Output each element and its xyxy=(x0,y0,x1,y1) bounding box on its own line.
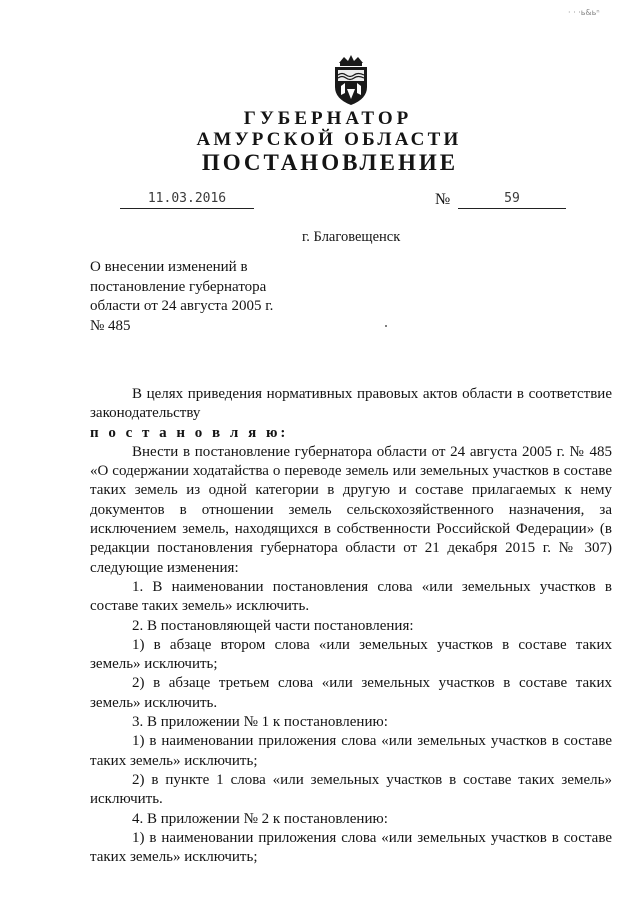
subject-block xyxy=(90,258,300,336)
document-body xyxy=(90,385,612,867)
list-item: 1. В наименовании постановления слова «или земельных участков в составе таких земель» исключить. xyxy=(90,578,612,615)
list-item: 1) в абзаце втором слова «или земельных участков в составе таких земель» исключить; xyxy=(90,636,612,673)
header-governor: ГУБЕРНАТОР xyxy=(243,108,413,129)
list-item: 2. В постановляющей части постановления: xyxy=(132,617,414,634)
preamble-line: В целях приведения нормативных правовых актов области в соответствие xyxy=(132,386,612,402)
list-item: 2) в абзаце третьем слова «или земельных участков в составе таких земель» исключить. xyxy=(90,675,612,711)
list-item: 2) в пункте 1 слова «или земельных участков в составе таких земель» исключить. xyxy=(90,771,612,808)
preamble-line: законодательству xyxy=(90,405,201,422)
list-item: 1) в наименовании приложения слова «или земельных участков в составе таких земель» исключить; xyxy=(90,829,612,866)
speck xyxy=(385,325,387,327)
list-item: 1) в наименовании приложения слова «или земельных участков в составе таких земель» исключить; xyxy=(90,733,612,769)
subject-line: № 485 xyxy=(90,317,131,334)
subject-line: области от 24 августа 2005 г. xyxy=(90,298,274,314)
subject-line: постановление губернатора xyxy=(90,278,267,295)
document-date: 11.03.2016 xyxy=(120,190,254,209)
coat-of-arms-icon xyxy=(330,53,372,107)
decree-word: п о с т а н о в л я ю: xyxy=(90,424,289,441)
list-item: 3. В приложении № 1 к постановлению: xyxy=(132,714,388,731)
number-sign: № xyxy=(435,191,451,208)
list-item: 4. В приложении № 2 к постановлению: xyxy=(132,810,388,827)
subject-line: О внесении изменений в xyxy=(90,259,248,275)
document-title: ПОСТАНОВЛЕНИЕ xyxy=(201,150,459,175)
city: г. Благовещенск xyxy=(302,229,401,245)
header-region: АМУРСКОЙ ОБЛАСТИ xyxy=(196,129,462,150)
main-paragraph: Внести в постановление губернатора области от 24 августа 2005 г. № 485 «О содержании ходатайства о переводе земель или земельных участков в составе таких земель из одной категории в другую и составе прилагаемых к нему документов в отношении земель сельскохозяйственного назначения, за исключением земель, находящихся в собственности Российской Федерации» (в редакции постановления губернатора области от 21 декабря 2015 г. № 307) следующие изменения: xyxy=(90,443,612,576)
document-number: 59 xyxy=(458,190,566,209)
corner-mark: · · ·ь&ьⁿ xyxy=(568,8,600,17)
